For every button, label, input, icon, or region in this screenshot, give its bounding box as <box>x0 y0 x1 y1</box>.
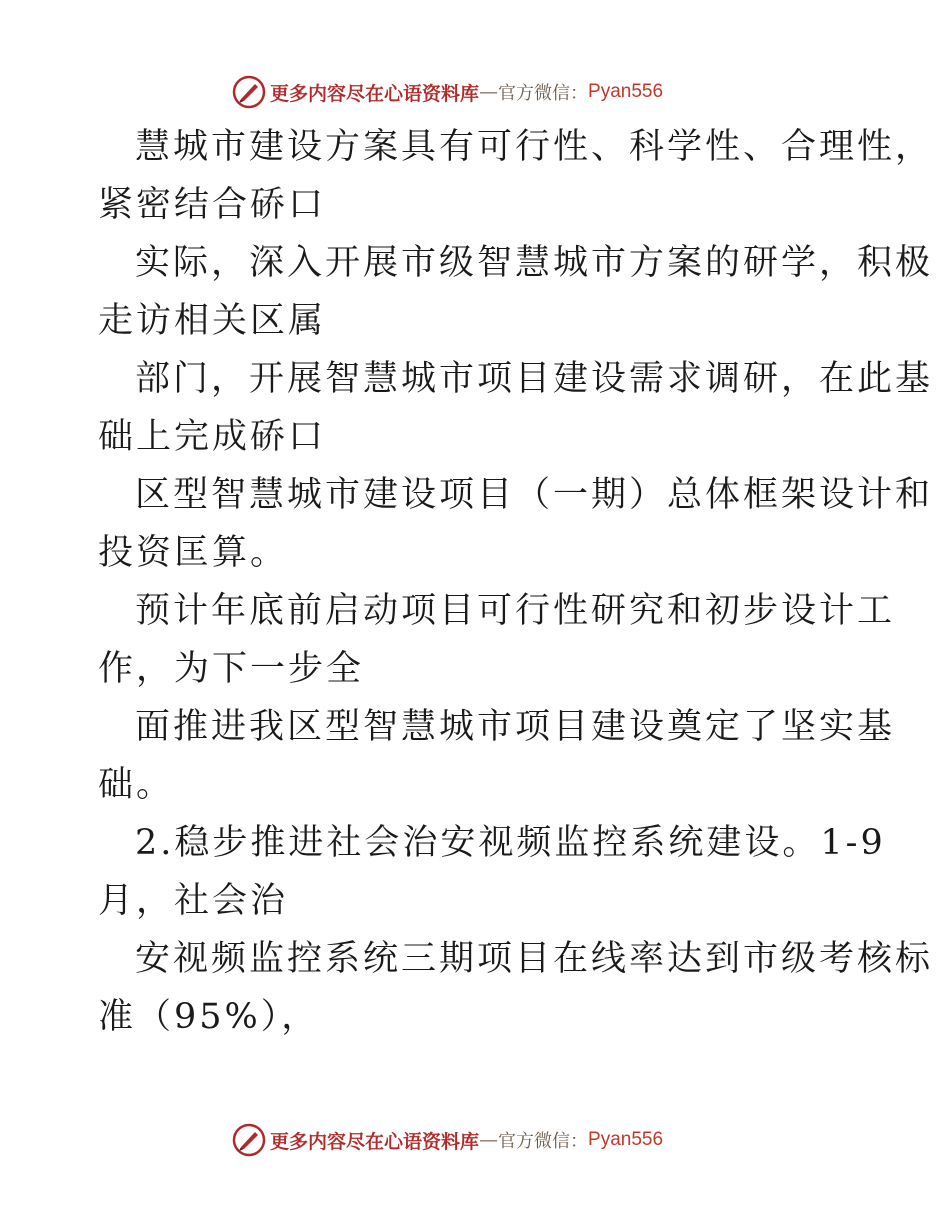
text-line: 月，社会治 <box>98 881 289 921</box>
document-body <box>98 118 934 1046</box>
text-line: 投资匡算。 <box>98 533 289 573</box>
text-line: 2.稳步推进社会治安视频监控系统建设。1-9 <box>135 823 886 863</box>
footer-watermark <box>232 1120 663 1160</box>
text-line: 准（95%）， <box>98 997 320 1037</box>
watermark-id: Pyan556 <box>588 81 664 102</box>
text-line: 作，为下一步全 <box>98 649 365 689</box>
text-line: 安视频监控系统三期项目在线率达到市级考核标 <box>135 939 934 979</box>
text-line: 部门，开展智慧城市项目建设需求调研，在此基 <box>135 359 934 399</box>
text-line: 慧城市建设方案具有可行性、科学性、合理性， <box>135 127 934 167</box>
text-line: 预计年底前启动项目可行性研究和初步设计工 <box>135 591 896 631</box>
watermark-text: 更多内容尽在心语资料库 <box>270 82 480 105</box>
quill-logo-icon <box>232 1123 266 1157</box>
watermark-dash: — <box>479 1129 499 1151</box>
text-line: 础上完成硚口 <box>98 417 327 457</box>
text-line: 面推进我区型智慧城市项目建设奠定了坚实基 <box>135 707 896 747</box>
watermark-label: 官方微信： <box>498 1131 589 1152</box>
text-line: 紧密结合硚口 <box>98 185 327 225</box>
text-line: 走访相关区属 <box>98 301 327 341</box>
text-line: 础。 <box>98 765 175 805</box>
text-line: 实际，深入开展市级智慧城市方案的研学，积极 <box>135 243 934 283</box>
watermark-id: Pyan556 <box>588 1129 664 1150</box>
watermark-label: 官方微信： <box>498 83 589 104</box>
header-watermark <box>232 72 663 112</box>
watermark-dash: — <box>479 81 499 103</box>
text-line: 区型智慧城市建设项目（一期）总体框架设计和 <box>135 475 934 515</box>
quill-logo-icon <box>232 75 266 109</box>
watermark-text: 更多内容尽在心语资料库 <box>270 1130 480 1153</box>
